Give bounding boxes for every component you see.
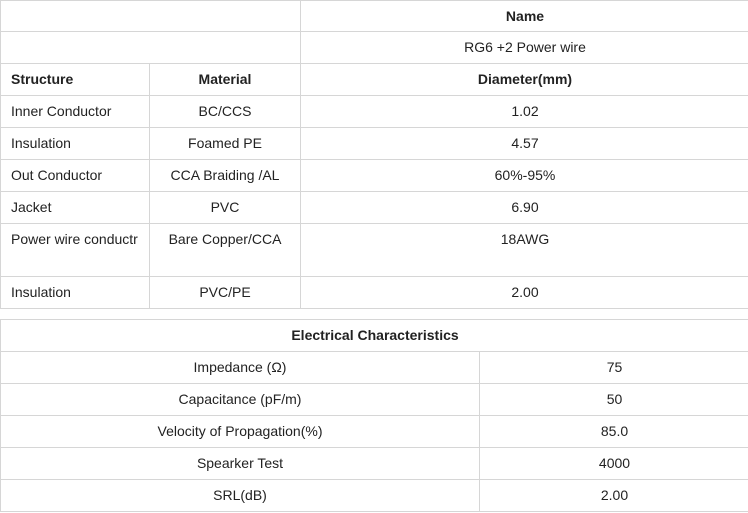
electrical-title-row [1,320,748,352]
structure-cell: Jacket [1,192,150,224]
structure-cell: Out Conductor [1,160,150,192]
table-row [1,277,748,309]
empty-corner-cell [1,1,301,32]
structure-cell: Power wire conductr [1,224,150,277]
table-row [1,128,748,160]
value-cell: 4000 [480,448,748,480]
material-cell: Bare Copper/CCA [150,224,301,277]
table-row [1,192,748,224]
diameter-cell: 1.02 [301,96,748,128]
header-diameter: Diameter(mm) [301,64,748,96]
value-cell: 85.0 [480,416,748,448]
table-row [1,480,748,512]
diameter-cell: 4.57 [301,128,748,160]
diameter-cell: 2.00 [301,277,748,309]
parameter-cell: Impedance (Ω) [1,352,480,384]
value-cell: 50 [480,384,748,416]
empty-cell [1,32,301,64]
structure-cell: Insulation [1,128,150,160]
electrical-title: Electrical Characteristics [1,320,748,352]
table-row [1,384,748,416]
parameter-cell: Capacitance (pF/m) [1,384,480,416]
table-row [1,160,748,192]
material-cell: Foamed PE [150,128,301,160]
name-header: Name [301,1,748,32]
parameter-cell: SRL(dB) [1,480,480,512]
diameter-cell: 6.90 [301,192,748,224]
table-row [1,96,748,128]
diameter-cell: 18AWG [301,224,748,277]
column-header-row [1,64,748,96]
parameter-cell: Spearker Test [1,448,480,480]
product-name: RG6 +2 Power wire [301,32,748,64]
parameter-cell: Velocity of Propagation(%) [1,416,480,448]
electrical-table [0,319,748,512]
name-header-row [1,1,748,32]
table-row [1,224,748,277]
material-cell: PVC [150,192,301,224]
table-row [1,416,748,448]
material-cell: BC/CCS [150,96,301,128]
header-structure: Structure [1,64,150,96]
structure-cell: Inner Conductor [1,96,150,128]
material-cell: CCA Braiding /AL [150,160,301,192]
name-value-row [1,32,748,64]
value-cell: 75 [480,352,748,384]
structure-cell: Insulation [1,277,150,309]
table-row [1,448,748,480]
material-cell: PVC/PE [150,277,301,309]
value-cell: 2.00 [480,480,748,512]
header-material: Material [150,64,301,96]
diameter-cell: 60%-95% [301,160,748,192]
table-row [1,352,748,384]
